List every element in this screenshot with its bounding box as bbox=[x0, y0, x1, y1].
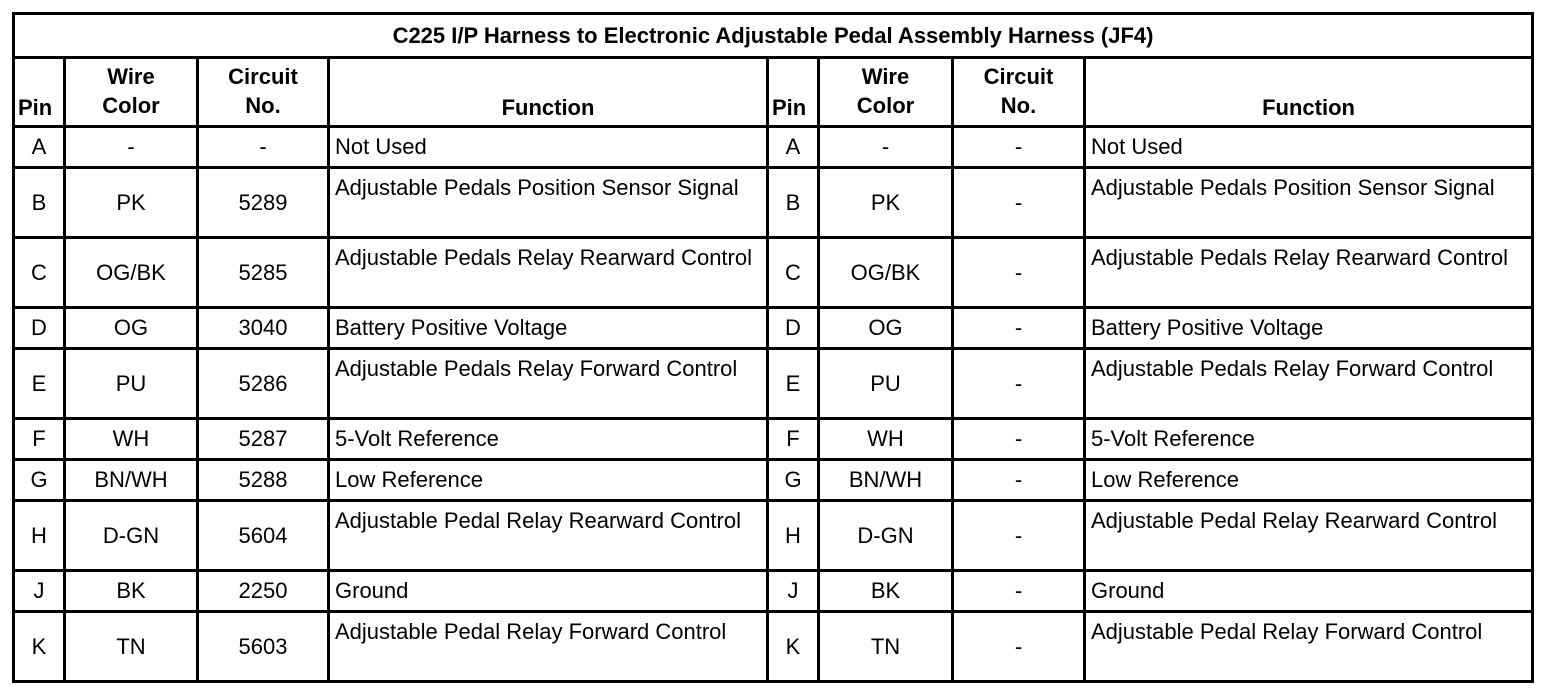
function-cell: 5-Volt Reference bbox=[1086, 420, 1534, 461]
circuit-header-line2: No. bbox=[1000, 93, 1037, 118]
table-row bbox=[15, 502, 1534, 572]
function-cell: Adjustable Pedal Relay Rearward Control bbox=[1086, 502, 1534, 572]
pin-cell: C bbox=[769, 239, 820, 309]
wire-color-cell: TN bbox=[820, 613, 954, 683]
wire-color-cell: OG/BK bbox=[820, 239, 954, 309]
function-cell: Not Used bbox=[330, 128, 769, 169]
circuit-cell: - bbox=[954, 613, 1086, 683]
function-cell: Battery Positive Voltage bbox=[330, 309, 769, 350]
function-cell: Battery Positive Voltage bbox=[1086, 309, 1534, 350]
pin-cell: E bbox=[15, 350, 66, 420]
table-row bbox=[15, 572, 1534, 613]
table-row bbox=[15, 461, 1534, 502]
column-header-row bbox=[15, 59, 1534, 128]
circuit-cell: - bbox=[954, 350, 1086, 420]
table-row bbox=[15, 350, 1534, 420]
table-title: C225 I/P Harness to Electronic Adjustable Pedal Assembly Harness (JF4) bbox=[15, 15, 1534, 59]
function-cell: Adjustable Pedals Relay Rearward Control bbox=[1086, 239, 1534, 309]
table-row bbox=[15, 309, 1534, 350]
function-header-left: Function bbox=[330, 59, 769, 128]
circuit-header-line1: Circuit bbox=[983, 64, 1054, 89]
wire-color-header-right bbox=[820, 59, 954, 128]
pin-cell: H bbox=[769, 502, 820, 572]
circuit-cell: - bbox=[954, 169, 1086, 239]
pin-cell: K bbox=[15, 613, 66, 683]
pin-cell: G bbox=[15, 461, 66, 502]
function-cell: Adjustable Pedal Relay Rearward Control bbox=[330, 502, 769, 572]
function-cell: 5-Volt Reference bbox=[330, 420, 769, 461]
circuit-cell: - bbox=[954, 502, 1086, 572]
table-title-row bbox=[15, 15, 1534, 59]
table-row bbox=[15, 169, 1534, 239]
function-cell: Ground bbox=[1086, 572, 1534, 613]
circuit-cell: 5285 bbox=[199, 239, 330, 309]
wire-color-cell: PK bbox=[820, 169, 954, 239]
circuit-cell: 5603 bbox=[199, 613, 330, 683]
circuit-cell: 5286 bbox=[199, 350, 330, 420]
wire-color-cell: WH bbox=[820, 420, 954, 461]
pin-cell: G bbox=[769, 461, 820, 502]
pin-cell: A bbox=[769, 128, 820, 169]
circuit-header-line1: Circuit bbox=[228, 64, 298, 89]
function-cell: Adjustable Pedal Relay Forward Control bbox=[330, 613, 769, 683]
wire-color-header-left bbox=[66, 59, 199, 128]
wire-color-cell: WH bbox=[66, 420, 199, 461]
circuit-cell: - bbox=[954, 461, 1086, 502]
function-cell: Adjustable Pedals Relay Forward Control bbox=[1086, 350, 1534, 420]
wire-color-cell: OG bbox=[66, 309, 199, 350]
wire-color-cell: PK bbox=[66, 169, 199, 239]
table-row bbox=[15, 613, 1534, 683]
wire-color-cell: TN bbox=[66, 613, 199, 683]
function-cell: Not Used bbox=[1086, 128, 1534, 169]
wire-color-cell: PU bbox=[66, 350, 199, 420]
pin-cell: B bbox=[15, 169, 66, 239]
circuit-header-left bbox=[199, 59, 330, 128]
wire-color-cell: OG/BK bbox=[66, 239, 199, 309]
pin-cell: F bbox=[769, 420, 820, 461]
circuit-cell: 2250 bbox=[199, 572, 330, 613]
circuit-cell: - bbox=[199, 128, 330, 169]
circuit-cell: 5288 bbox=[199, 461, 330, 502]
circuit-cell: - bbox=[954, 128, 1086, 169]
pin-cell: K bbox=[769, 613, 820, 683]
pin-cell: F bbox=[15, 420, 66, 461]
pin-cell: H bbox=[15, 502, 66, 572]
function-cell: Adjustable Pedals Position Sensor Signal bbox=[1086, 169, 1534, 239]
wire-color-cell: - bbox=[820, 128, 954, 169]
table-row bbox=[15, 128, 1534, 169]
wire-color-header-line2: Color bbox=[856, 93, 915, 118]
wire-color-cell: BK bbox=[66, 572, 199, 613]
circuit-cell: 5287 bbox=[199, 420, 330, 461]
wire-color-cell: - bbox=[66, 128, 199, 169]
wire-color-cell: D-GN bbox=[820, 502, 954, 572]
pin-cell: J bbox=[769, 572, 820, 613]
function-cell: Low Reference bbox=[330, 461, 769, 502]
wire-color-cell: OG bbox=[820, 309, 954, 350]
circuit-cell: - bbox=[954, 420, 1086, 461]
wire-color-cell: BK bbox=[820, 572, 954, 613]
circuit-cell: - bbox=[954, 309, 1086, 350]
pin-cell: J bbox=[15, 572, 66, 613]
table-row bbox=[15, 420, 1534, 461]
wire-color-cell: BN/WH bbox=[66, 461, 199, 502]
circuit-cell: - bbox=[954, 239, 1086, 309]
circuit-header-line2: No. bbox=[245, 93, 281, 118]
pin-cell: D bbox=[769, 309, 820, 350]
circuit-cell: - bbox=[954, 572, 1086, 613]
function-cell: Ground bbox=[330, 572, 769, 613]
function-header-right: Function bbox=[1086, 59, 1534, 128]
connector-table bbox=[12, 12, 1534, 683]
wire-color-cell: PU bbox=[820, 350, 954, 420]
wire-color-header-line1: Wire bbox=[107, 64, 155, 89]
function-cell: Adjustable Pedal Relay Forward Control bbox=[1086, 613, 1534, 683]
function-cell: Adjustable Pedals Relay Forward Control bbox=[330, 350, 769, 420]
function-cell: Adjustable Pedals Relay Rearward Control bbox=[330, 239, 769, 309]
pin-cell: D bbox=[15, 309, 66, 350]
pin-header-right: Pin bbox=[769, 59, 820, 128]
wire-color-cell: BN/WH bbox=[820, 461, 954, 502]
wire-color-cell: D-GN bbox=[66, 502, 199, 572]
wire-color-header-line1: Wire bbox=[861, 64, 910, 89]
function-cell: Adjustable Pedals Position Sensor Signal bbox=[330, 169, 769, 239]
circuit-cell: 3040 bbox=[199, 309, 330, 350]
circuit-cell: 5289 bbox=[199, 169, 330, 239]
pin-cell: B bbox=[769, 169, 820, 239]
table-row bbox=[15, 239, 1534, 309]
pin-cell: A bbox=[15, 128, 66, 169]
function-cell: Low Reference bbox=[1086, 461, 1534, 502]
wire-color-header-line2: Color bbox=[102, 93, 160, 118]
circuit-cell: 5604 bbox=[199, 502, 330, 572]
pin-header-left: Pin bbox=[15, 59, 66, 128]
pin-cell: E bbox=[769, 350, 820, 420]
pin-cell: C bbox=[15, 239, 66, 309]
circuit-header-right bbox=[954, 59, 1086, 128]
